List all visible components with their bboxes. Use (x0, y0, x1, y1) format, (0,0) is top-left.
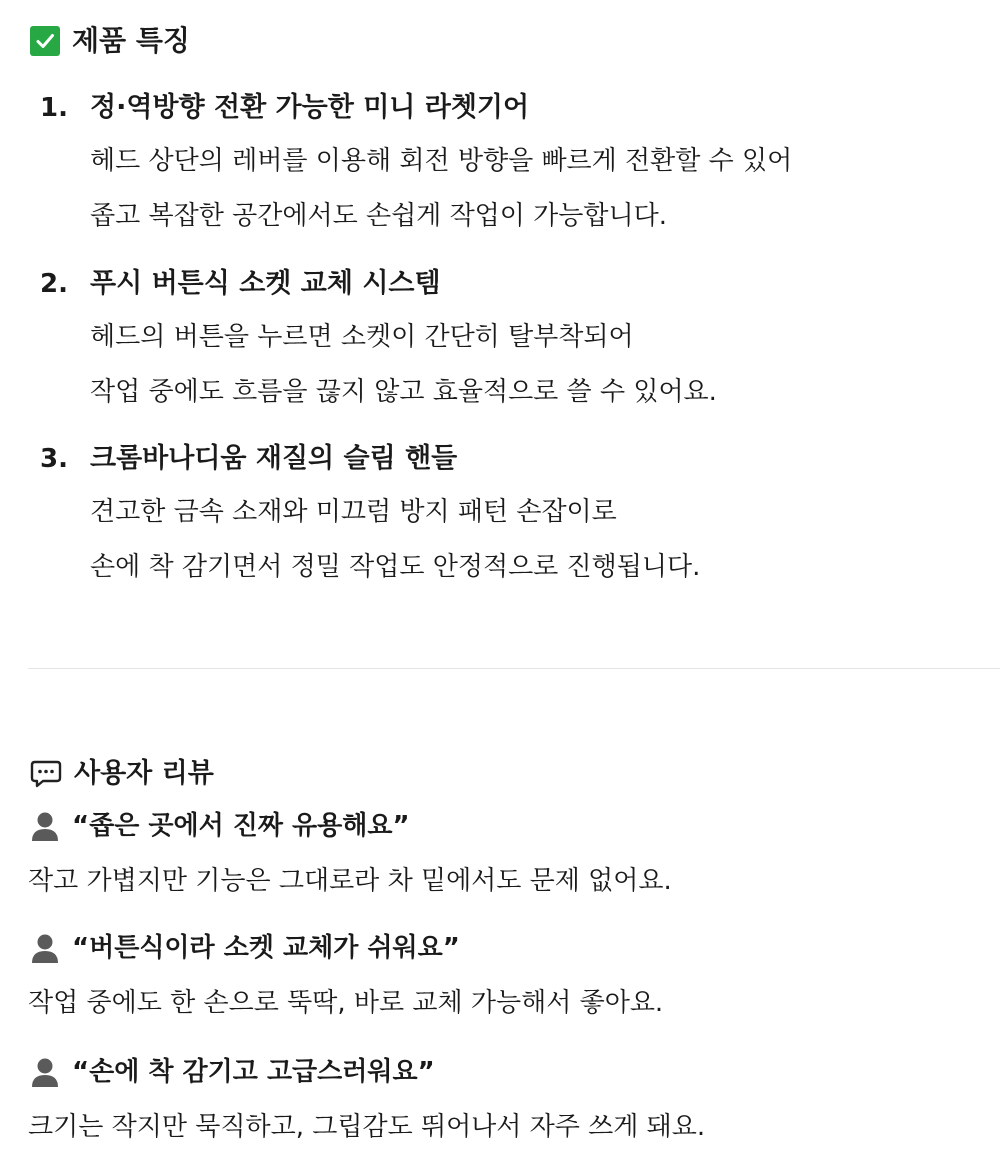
section-divider (28, 668, 1000, 669)
review-body-2: 작업 중에도 한 손으로 뚝딱, 바로 교체 가능해서 좋아요. (28, 988, 664, 1018)
review-body-1: 작고 가볍지만 기능은 그대로라 차 밑에서도 문제 없어요. (28, 866, 672, 896)
feature-title: 푸시 버튼식 소켓 교체 시스템 (90, 268, 441, 299)
feature-description-line: 손에 착 감기면서 정밀 작업도 안정적으로 진행됩니다. (90, 552, 701, 582)
check-mark-button-icon (30, 26, 60, 56)
feature-description-line: 헤드의 버튼을 누르면 소켓이 간단히 탈부착되어 (90, 322, 634, 352)
feature-number: 2. (40, 269, 68, 299)
reviews-heading-text: 사용자 리뷰 (74, 758, 214, 789)
review-title-text: “버튼식이라 소켓 교체가 쉬워요” (72, 933, 460, 963)
feature-title: 크롬바나디움 재질의 슬림 핸들 (90, 443, 458, 474)
review-title-2 (30, 928, 460, 968)
person-silhouette-icon (30, 810, 60, 842)
features-heading-text: 제품 특징 (72, 24, 190, 57)
review-title-text: “손에 착 감기고 고급스러워요” (72, 1057, 435, 1087)
review-body-3: 크기는 작지만 묵직하고, 그립감도 뛰어나서 자주 쓰게 돼요. (28, 1112, 706, 1142)
review-title-1 (30, 806, 410, 846)
feature-number: 1. (40, 93, 68, 123)
feature-title: 정·역방향 전환 가능한 미니 라쳇기어 (90, 92, 530, 123)
person-silhouette-icon (30, 932, 60, 964)
feature-description-line: 견고한 금속 소재와 미끄럼 방지 패턴 손잡이로 (90, 497, 617, 527)
feature-description-line: 좁고 복잡한 공간에서도 손쉽게 작업이 가능합니다. (90, 201, 668, 231)
person-silhouette-icon (30, 1056, 60, 1088)
feature-description-line: 헤드 상단의 레버를 이용해 회전 방향을 빠르게 전환할 수 있어 (90, 146, 793, 176)
review-title-text: “좁은 곳에서 진짜 유용해요” (72, 811, 410, 841)
speech-bubble-icon (30, 759, 62, 789)
review-title-3 (30, 1052, 435, 1092)
feature-number: 3. (40, 444, 68, 474)
feature-description-line: 작업 중에도 흐름을 끊지 않고 효율적으로 쓸 수 있어요. (90, 377, 717, 407)
reviews-heading (30, 756, 214, 792)
features-heading (30, 23, 190, 59)
